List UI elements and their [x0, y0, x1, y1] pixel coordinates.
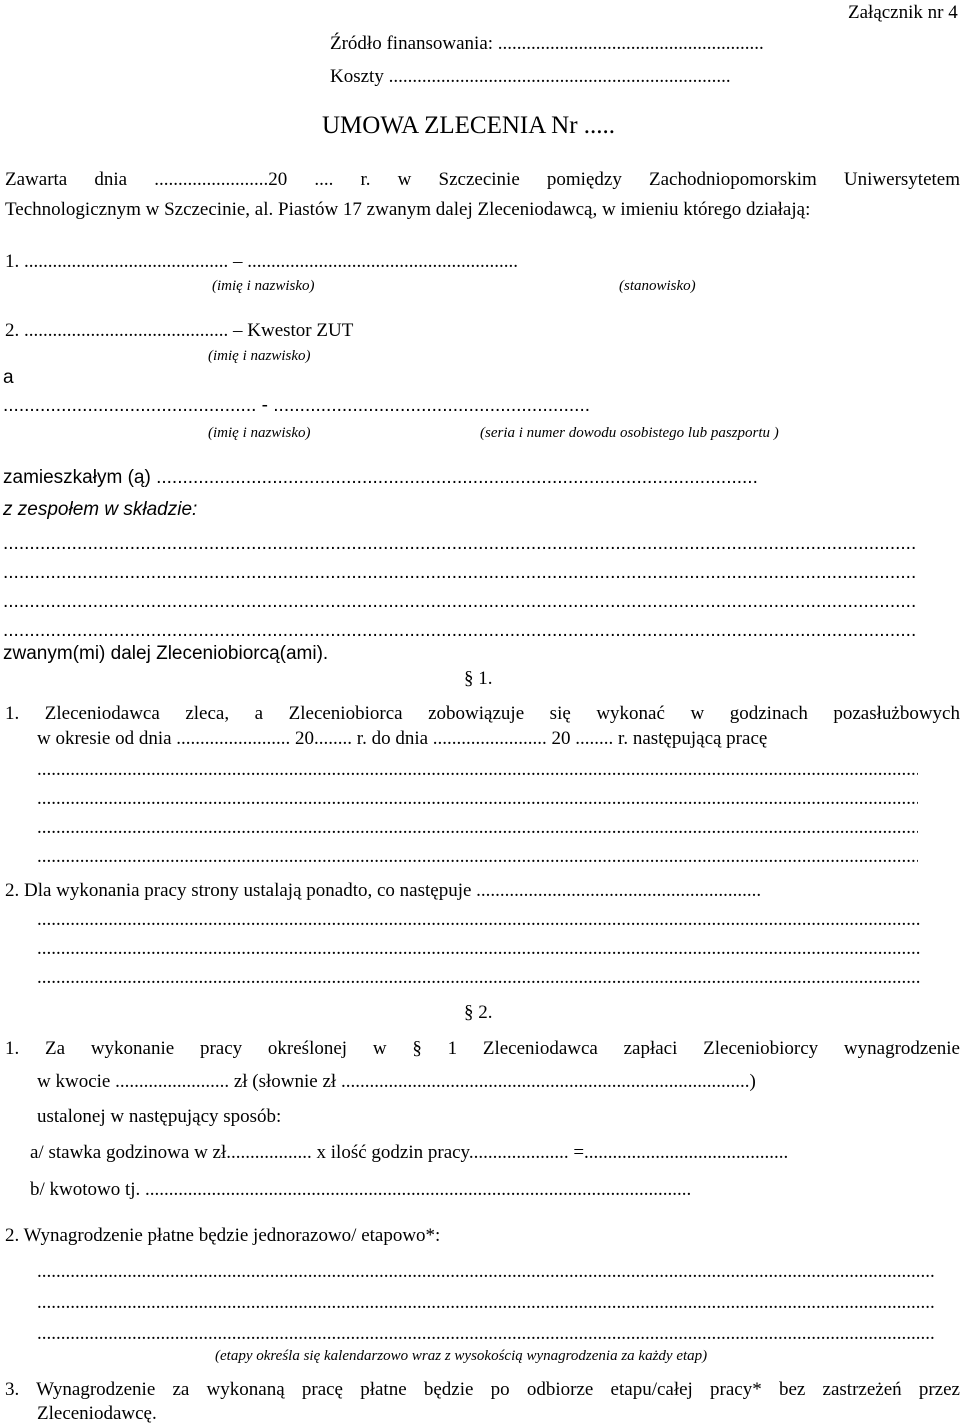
attachment-label: Załącznik nr 4 — [848, 2, 958, 23]
contractor-called: zwanym(mi) dalej Zleceniobiorcą(ami). — [3, 643, 329, 664]
residence-field: zamieszkałym (ą) .................................................................................................................. — [3, 467, 758, 488]
work-description-line — [37, 846, 918, 868]
work-description-line — [37, 759, 918, 781]
costs-field: Koszty ........................................................................ — [330, 66, 731, 87]
team-member-line — [3, 533, 916, 555]
additional-terms-line — [37, 909, 921, 931]
method-line: ustalonej w następujący sposób: — [37, 1106, 282, 1127]
signatory-1-name-caption: (imię i nazwisko) — [212, 278, 315, 294]
contractor-line: ................................................ - ............................................................ — [3, 395, 590, 416]
signatory-2-line: 2. ........................................... – Kwestor ZUT — [5, 320, 354, 341]
additional-terms-line — [37, 938, 921, 960]
signatory-1-line: 1. ........................................... – ......................................................... — [5, 251, 518, 272]
payment-stage-line — [37, 1261, 934, 1283]
contractor-name-caption: (imię i nazwisko) — [208, 425, 311, 441]
section-1-item-1: 1. Zleceniodawca zleca, a Zleceniobiorca zobowiązuje się wykonać w godzinach pozasłużbowych — [5, 703, 960, 724]
section-2-item-2: 2. Wynagrodzenie płatne będzie jednorazowo/ etapowo*: — [5, 1225, 441, 1246]
intro-line-1: Zawarta dnia ........................20 .... r. w Szczecinie pomiędzy Zachodniopomorskim Uniwersytetem — [5, 169, 960, 190]
lump-sum-line: b/ kwotowo tj. ................................................................................................................... — [30, 1179, 692, 1200]
team-member-line — [3, 591, 916, 613]
signatory-2-name-caption: (imię i nazwisko) — [208, 348, 311, 364]
funding-source-field: Źródło finansowania: ........................................................ — [330, 33, 764, 54]
team-label: z zespołem w składzie: — [3, 499, 198, 520]
team-member-line — [3, 562, 916, 584]
payment-stage-line — [37, 1323, 934, 1345]
and-label: a — [3, 367, 14, 388]
section-1-item-1-continued: w okresie od dnia ........................ 20........ r. do dnia ........................ 20 ........ r. następującą pracę — [37, 728, 768, 749]
intro-line-2: Technologicznym w Szczecinie, al. Piastów 17 zwanym dalej Zleceniodawcą, w imieniu którego działają: — [5, 199, 811, 220]
section-2-item-3: 3. Wynagrodzenie za wykonaną pracę płatne będzie po odbiorze etapu/całej pracy* bez zastrzeżeń przez — [5, 1379, 960, 1400]
payment-stage-line — [37, 1292, 934, 1314]
signatory-1-position-caption: (stanowisko) — [619, 278, 696, 294]
section-2-item-1: 1. Za wykonanie pracy określonej w § 1 Zleceniodawca zapłaci Zleceniobiorcy wynagrodzenie — [5, 1038, 960, 1059]
hourly-rate-line: a/ stawka godzinowa w zł.................. x ilość godzin pracy..................... =........................................... — [30, 1142, 789, 1163]
section-2-mark: § 2. — [464, 1002, 493, 1023]
contractor-id-caption: (seria i numer dowodu osobistego lub paszportu ) — [480, 425, 779, 441]
team-member-line — [3, 620, 916, 642]
additional-terms-line — [37, 967, 921, 989]
amount-line: w kwocie ........................ zł (słownie zł ......................................................................................) — [37, 1071, 756, 1092]
work-description-line — [37, 817, 918, 839]
contract-title: UMOWA ZLECENIA Nr ..... — [322, 112, 616, 139]
section-2-item-3-continued: Zleceniodawcę. — [37, 1403, 157, 1424]
section-1-item-2: 2. Dla wykonania pracy strony ustalają ponadto, co następuje ............................................................ — [5, 880, 762, 901]
section-1-mark: § 1. — [464, 668, 493, 689]
stage-note: (etapy określa się kalendarzowo wraz z wysokością wynagrodzenia za każdy etap) — [215, 1348, 708, 1364]
work-description-line — [37, 788, 918, 810]
